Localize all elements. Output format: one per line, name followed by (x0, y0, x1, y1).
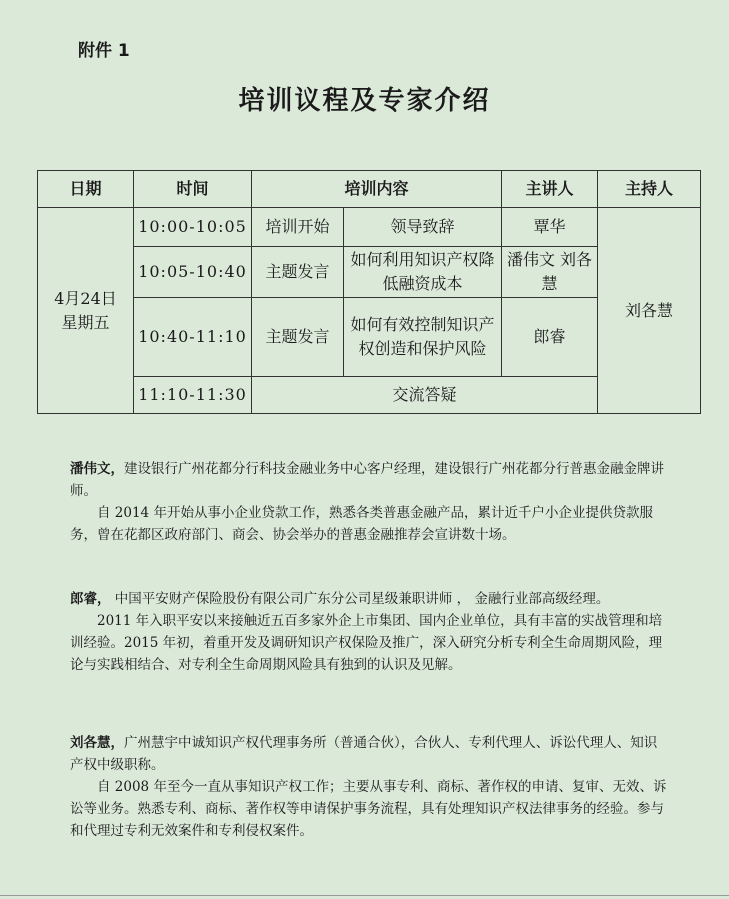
bio-detail: 自 2008 年至今一直从事知识产权工作；主要从事专利、商标、著作权的申请、复审、无效、诉讼等业务。熟悉专利、商标、著作权等申请保护事务流程，具有处理知识产权法律事务的经验。参与和代理过专利无效案件和专利侵权案件。 (70, 779, 667, 839)
time-cell: 10:05-10:40 (134, 247, 252, 298)
page-bottom-divider (0, 895, 729, 896)
bio-detail: 2011 年入职平安以来接触近五百多家外企上市集团、国内企业单位，具有丰富的实战管理和培训经验。2015 年初，着重开发及调研知识产权保险及推广，深入研究分析专利全生命周期风险，理论与实践相结合、对专利全生命周期风险具有独到的认识及见解。 (70, 613, 663, 673)
speaker-cell: 覃华 (502, 208, 598, 247)
bio-title (70, 732, 670, 776)
time-cell: 11:10-11:30 (134, 377, 252, 414)
host-cell: 刘各慧 (598, 208, 701, 414)
date-text: 4月24日 (54, 288, 117, 308)
header-speaker: 主讲人 (502, 171, 598, 208)
content-cell: 如何有效控制知识产权创造和保护风险 (344, 298, 502, 377)
bio-title (70, 588, 670, 610)
bio-pan-weiwen (70, 458, 670, 546)
content-cell: 领导致辞 (344, 208, 502, 247)
table-row (38, 208, 701, 247)
bio-name: 郎睿， (70, 591, 111, 607)
table-header-row (38, 171, 701, 208)
bio-name: 潘伟文， (70, 461, 124, 477)
agenda-table (37, 170, 701, 414)
bio-title (70, 458, 670, 502)
session-type-cell: 主题发言 (252, 247, 344, 298)
attachment-label: 附件 1 (78, 41, 130, 61)
speaker-cell: 潘伟文 刘各慧 (502, 247, 598, 298)
speaker-cell: 郎睿 (502, 298, 598, 377)
date-cell (38, 208, 134, 414)
header-content: 培训内容 (252, 171, 502, 208)
bio-liu-gehui (70, 732, 670, 842)
header-date: 日期 (38, 171, 134, 208)
session-type-cell: 培训开始 (252, 208, 344, 247)
bio-title-text: 中国平安财产保险股份有限公司广东分公司星级兼职讲师 ， 金融行业部高级经理。 (110, 591, 610, 607)
page-title: 培训议程及专家介绍 (238, 86, 491, 116)
header-host: 主持人 (598, 171, 701, 208)
bio-title-text: 广州慧宇中诚知识产权代理事务所（普通合伙），合伙人、专利代理人、诉讼代理人、知识产权中级职称。 (70, 735, 658, 773)
content-cell: 交流答疑 (252, 377, 598, 414)
weekday-text: 星期五 (61, 312, 110, 332)
header-time: 时间 (134, 171, 252, 208)
bio-lang-rui (70, 588, 670, 676)
time-cell: 10:00-10:05 (134, 208, 252, 247)
content-cell: 如何利用知识产权降低融资成本 (344, 247, 502, 298)
bio-detail: 自 2014 年开始从事小企业贷款工作，熟悉各类普惠金融产品，累计近千户小企业提供贷款服务，曾在花都区政府部门、商会、协会举办的普惠金融推荐会宣讲数十场。 (70, 505, 653, 543)
bio-title-text: 建设银行广州花都分行科技金融业务中心客户经理，建设银行广州花都分行普惠金融金牌讲师。 (70, 461, 664, 499)
bio-name: 刘各慧， (70, 735, 124, 751)
session-type-cell: 主题发言 (252, 298, 344, 377)
time-cell: 10:40-11:10 (134, 298, 252, 377)
